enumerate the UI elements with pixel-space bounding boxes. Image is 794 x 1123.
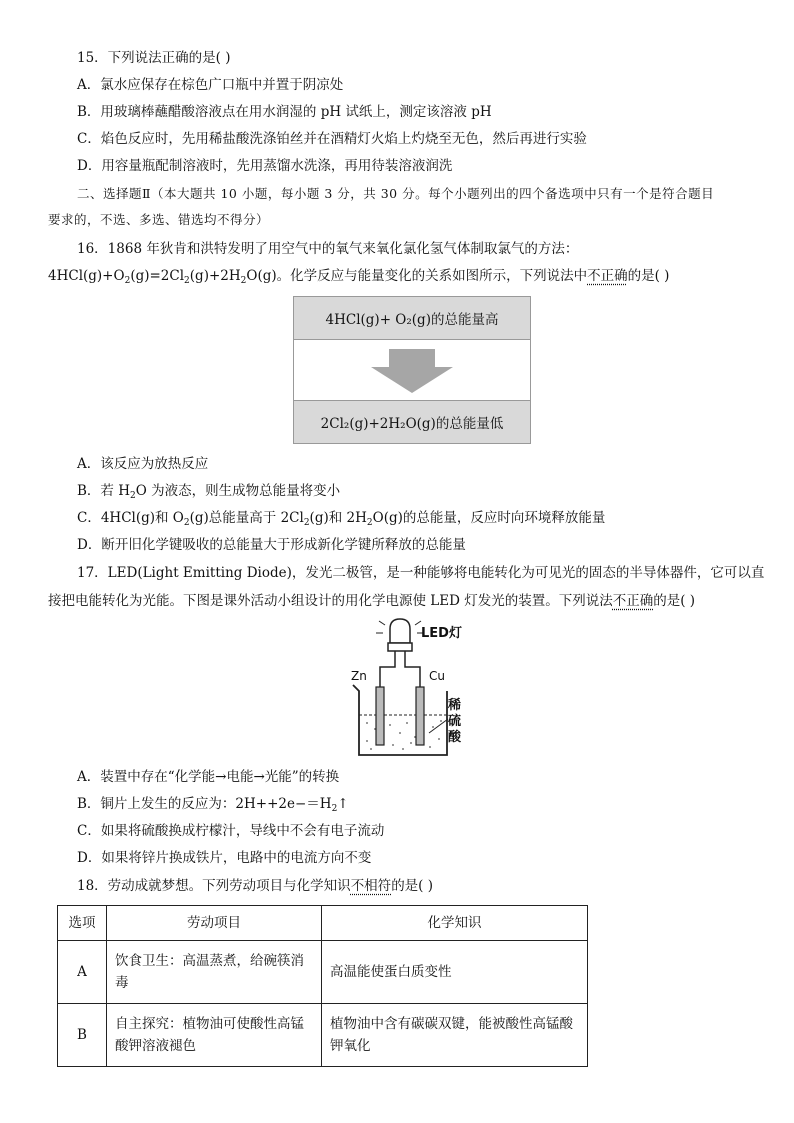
zn-label: Zn <box>351 669 367 683</box>
energy-low-box: 2Cl₂(g)+2H₂O(g)的总能量低 <box>294 400 530 443</box>
q16-option-b-post: O 为液态，则生成物总能量将变小 <box>135 483 341 499</box>
led-bulb-icon <box>376 619 423 665</box>
section2-heading-cont: 要求的，不选、多选、错选均不得分） <box>48 212 270 227</box>
energy-diagram <box>293 296 531 444</box>
table-cell: A <box>58 941 107 1004</box>
table-cell: B <box>58 1004 107 1067</box>
q16-option-c: C．4HCl(g)和 $O_2(g)$总能量高于 $2Cl_2(g)$和 $2H_2O(g)$的总能量，反应时向环境释放能量 <box>77 510 606 528</box>
section2-heading: 二、选择题Ⅱ（本大题共 10 小题，每小题 3 分，共 30 分。每个小题列出的四个备选项中只有一个是符合题目 <box>77 186 715 201</box>
q16-equation-line: $4HCl(g)+O_2(g)=2Cl_2(g)+2H_2O(g)$。化学反应与能量变化的关系如图所示，下列说法中不正确的是( ) <box>48 268 670 286</box>
q15-option-b: B．用玻璃棒蘸醋酸溶液点在用水润湿的 pH 试纸上，测定该溶液 pH <box>77 104 492 120</box>
led-label: LED灯 <box>421 626 462 641</box>
q15-option-d: D．用容量瓶配制溶液时，先用蒸馏水洗涤，再用待装溶液润洗 <box>77 158 453 174</box>
table-cell: 高温能使蛋白质变性 <box>322 941 588 1004</box>
table-row <box>58 1004 588 1067</box>
q17-option-c: C．如果将硫酸换成柠檬汁，导线中不会有电子流动 <box>77 823 385 839</box>
q17-emphasis: 不正确 <box>612 593 654 609</box>
table-row <box>58 941 588 1004</box>
q17-stem-pre: 接把电能转化为光能。下图是课外活动小组设计的用化学电源使 LED 灯发光的装置。下列说法 <box>48 593 613 609</box>
q17-option-a: A．装置中存在“化学能→电能→光能”的转换 <box>77 769 340 785</box>
table-cell: 植物油中含有碳碳双键，能被酸性高锰酸钾氧化 <box>322 1004 588 1067</box>
q18-stem-end: 的是( ) <box>391 878 434 894</box>
q16-stem-end: 的是( ) <box>627 268 670 284</box>
q15-option-c: C．焰色反应时，先用稀盐酸洗涤铂丝并在酒精灯火焰上灼烧至无色，然后再进行实验 <box>77 131 587 147</box>
labor-knowledge-table <box>57 905 588 1067</box>
q15-option-a: A．氯水应保存在棕色广口瓶中并置于阴凉处 <box>77 77 344 93</box>
cu-label: Cu <box>429 669 445 683</box>
table-cell: 饮食卫生：高温蒸煮，给碗筷消毒 <box>107 941 322 1004</box>
q16-option-c-mid2: (g)和 2H <box>309 510 367 526</box>
q18-stem <box>77 877 433 895</box>
q16-option-c-post: O(g)的总能量，反应时向环境释放能量 <box>372 510 606 526</box>
q16-option-a: A．该反应为放热反应 <box>77 456 209 472</box>
table-header: 化学知识 <box>322 906 588 941</box>
q16-equation-start: 4HCl(g)+O <box>48 268 125 284</box>
q18-emphasis: 不相符 <box>350 878 392 894</box>
table-header: 劳动项目 <box>107 906 322 941</box>
q17-stem: 17．LED(Light Emitting Diode)，发光二极管，是一种能够将电能转化为可见光的固态的半导体器件，它可以直 <box>77 565 765 581</box>
table-header: 选项 <box>58 906 107 941</box>
q16-option-b-pre: B．若 H <box>77 483 130 499</box>
led-apparatus-figure <box>345 615 475 760</box>
q17-stem-cont <box>48 592 695 610</box>
energy-high-box: 4HCl(g)+ O₂(g)的总能量高 <box>294 297 530 340</box>
q17-option-b-pre: B．铜片上发生的反应为：2H++2e−＝H <box>77 796 332 812</box>
q18-stem-pre: 18．劳动成就梦想。下列劳动项目与化学知识 <box>77 878 351 894</box>
zinc-electrode <box>376 687 384 745</box>
copper-electrode <box>416 687 424 745</box>
q16-option-b: B．若 $H_2O$ 为液态，则生成物总能量将变小 <box>77 483 341 501</box>
q16-emphasis: 不正确 <box>587 268 628 284</box>
q17-option-d: D．如果将锌片换成铁片，电路中的电流方向不变 <box>77 850 372 866</box>
acid-label: 稀硫酸 <box>448 698 462 745</box>
q17-option-b-post: ↑ <box>337 796 349 812</box>
q17-option-b: B．铜片上发生的反应为：$2H++2e-=H_2↑$ <box>77 796 349 814</box>
down-arrow-icon <box>369 349 455 393</box>
q16-option-c-mid: (g)总能量高于 2Cl <box>189 510 304 526</box>
q17-stem-end: 的是( ) <box>653 593 696 609</box>
q15-stem: 15．下列说法正确的是( ) <box>77 50 231 66</box>
q16-stem-rest: 。化学反应与能量变化的关系如图所示，下列说法中 <box>276 268 588 284</box>
table-header-row <box>58 906 588 941</box>
q16-option-d: D．断开旧化学键吸收的总能量大于形成新化学键所释放的总能量 <box>77 537 466 553</box>
q16-option-c-pre: C．4HCl(g)和 O <box>77 510 184 526</box>
q16-stem: 16．1868 年狄肯和洪特发明了用空气中的氧气来氧化氯化氢气体制取氯气的方法： <box>77 241 579 257</box>
table-cell: 自主探究：植物油可使酸性高锰酸钾溶液褪色 <box>107 1004 322 1067</box>
